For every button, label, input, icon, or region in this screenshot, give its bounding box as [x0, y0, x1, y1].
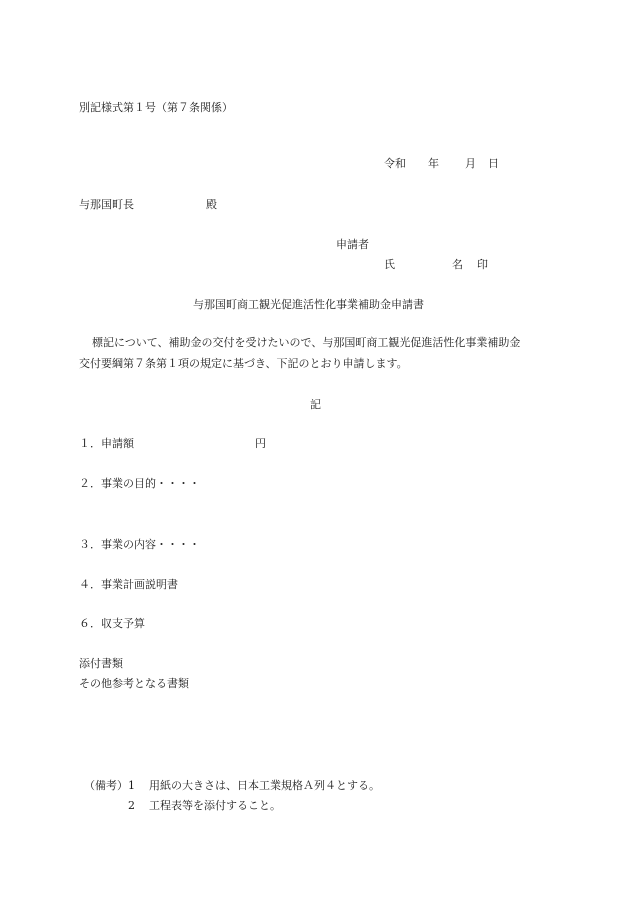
remarks-label: （備考）: [84, 779, 128, 792]
item-purpose: ２．事業の目的・・・・: [79, 477, 200, 490]
date-month: 月: [465, 157, 476, 170]
record-mark: 記: [310, 398, 321, 411]
seal-mark: 印: [477, 258, 488, 271]
applicant-label: 申請者: [336, 238, 369, 251]
date-year: 年: [428, 157, 439, 170]
applicant-name-prefix: 氏: [384, 258, 395, 271]
form-identifier: 別記様式第１号（第７条関係）: [79, 101, 233, 114]
item-amount-label: １．申請額: [79, 437, 134, 450]
addressee-honorific: 殿: [206, 198, 217, 211]
applicant-name-suffix: 名: [452, 258, 463, 271]
document-title: 与那国町商工観光促進活性化事業補助金申請書: [193, 298, 424, 311]
body-line-2: 交付要綱第７条第１項の規定に基づき、下記のとおり申請します。: [79, 357, 408, 370]
remark-text-1: 用紙の大きさは、日本工業規格Ａ列４とする。: [149, 779, 380, 792]
remark-number-2: 2: [128, 799, 135, 812]
attachments-heading: 添付書類: [79, 657, 123, 670]
date-day: 日: [488, 157, 499, 170]
item-amount-unit: 円: [255, 437, 266, 450]
item-plan: ４．事業計画説明書: [79, 578, 178, 591]
remark-number-1: 1: [128, 779, 135, 792]
addressee-name: 与那国町長: [79, 198, 134, 211]
remark-text-2: 工程表等を添付すること。: [149, 799, 281, 812]
attachment-item: その他参考となる書類: [79, 677, 189, 690]
body-line-1: 標記について、補助金の交付を受けたいので、与那国町商工観光促進活性化事業補助金: [92, 336, 521, 349]
item-content: ３．事業の内容・・・・: [79, 538, 200, 551]
date-era: 令和: [384, 157, 406, 170]
item-budget: ６．収支予算: [79, 617, 145, 630]
